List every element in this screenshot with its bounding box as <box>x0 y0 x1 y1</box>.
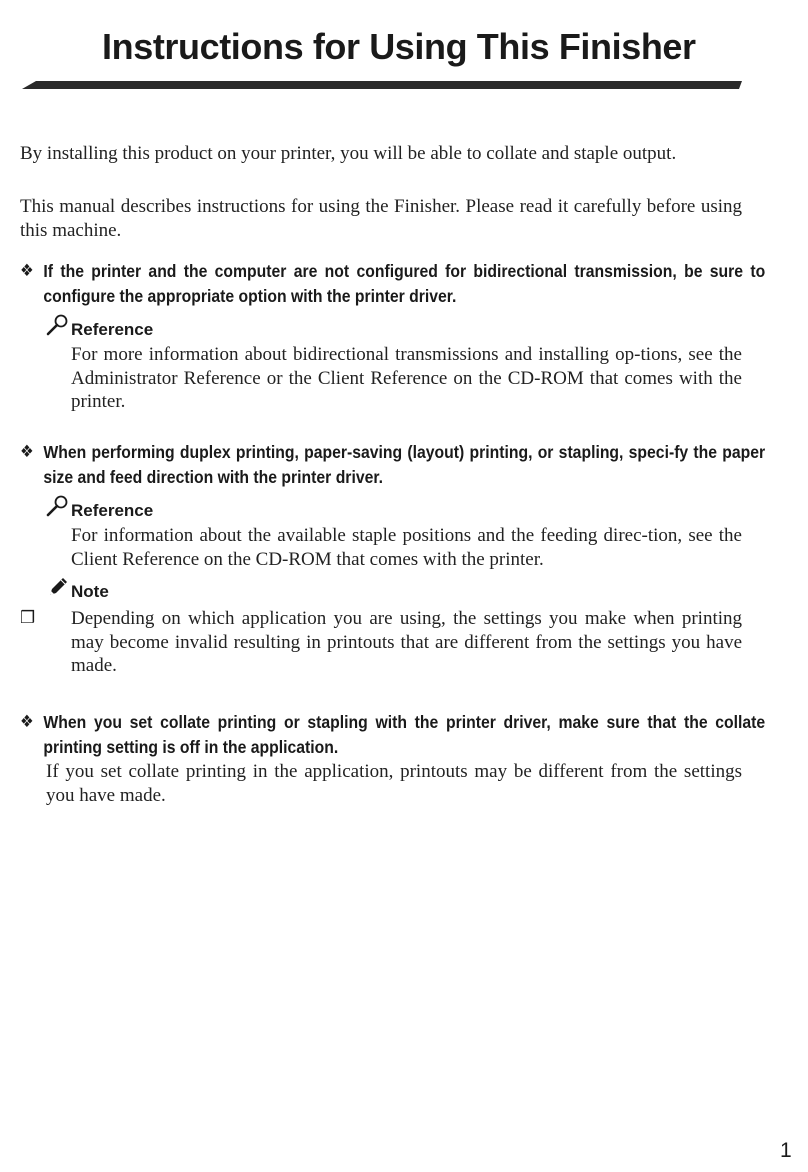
note-label: Note <box>71 582 109 601</box>
heading-text: When performing duplex printing, paper-saving (layout) printing, or stapling, speci-fy the paper size and feed direction with the printer driver. <box>43 442 766 487</box>
diamond-bullet-icon: ❖ <box>20 442 34 462</box>
reference-header <box>46 498 742 524</box>
section-duplex-printing <box>20 440 766 678</box>
reference-block <box>46 317 742 414</box>
diamond-bullet-icon: ❖ <box>20 712 34 732</box>
note-header <box>46 579 742 605</box>
reference-label: Reference <box>71 501 154 520</box>
intro-paragraph-1: By installing this product on your printer, you will be able to collate and staple output. <box>20 143 677 164</box>
pencil-icon <box>46 575 70 599</box>
diamond-bullet-icon: ❖ <box>20 261 34 281</box>
reference-header <box>46 317 742 343</box>
section-body-text: If you set collate printing in the application, printouts may be different from the settings you have made. <box>46 761 742 806</box>
section-heading <box>20 440 765 490</box>
reference-text: For more information about bidirectional transmissions and installing op-tions, see the Administrator Reference or the Client Reference on the CD-ROM that comes with the printer. <box>71 344 742 412</box>
reference-block <box>20 498 742 678</box>
title-underline <box>20 80 742 92</box>
heading-text: If the printer and the computer are not configured for bidirectional transmission, be sure to configure the appropriate option with the printer driver. <box>43 261 766 306</box>
checkbox-icon: ❒ <box>20 608 36 628</box>
reference-label: Reference <box>71 320 154 339</box>
heading-text: When you set collate printing or stapling with the printer driver, make sure that the collate printing setting is off in the application. <box>43 712 766 757</box>
section-heading <box>20 710 765 760</box>
magnifier-icon <box>46 313 70 337</box>
note-item <box>20 607 742 678</box>
intro-paragraph-2: This manual describes instructions for using the Finisher. Please read it carefully before using this machine. <box>20 196 742 241</box>
page-number: 1 <box>780 1139 792 1162</box>
note-text: Depending on which application you are using, the settings you make when printing may become invalid resulting in printouts that are different from the settings you have made. <box>71 608 742 676</box>
reference-text: For information about the available staple positions and the feeding direc-tion, see the Client Reference on the CD-ROM that comes with the printer. <box>71 525 742 570</box>
section-heading <box>20 259 765 309</box>
page-title: Instructions for Using This Finisher <box>102 26 696 67</box>
magnifier-icon <box>46 494 70 518</box>
section-collate-printing <box>20 710 766 807</box>
section-bidirectional <box>20 259 766 414</box>
